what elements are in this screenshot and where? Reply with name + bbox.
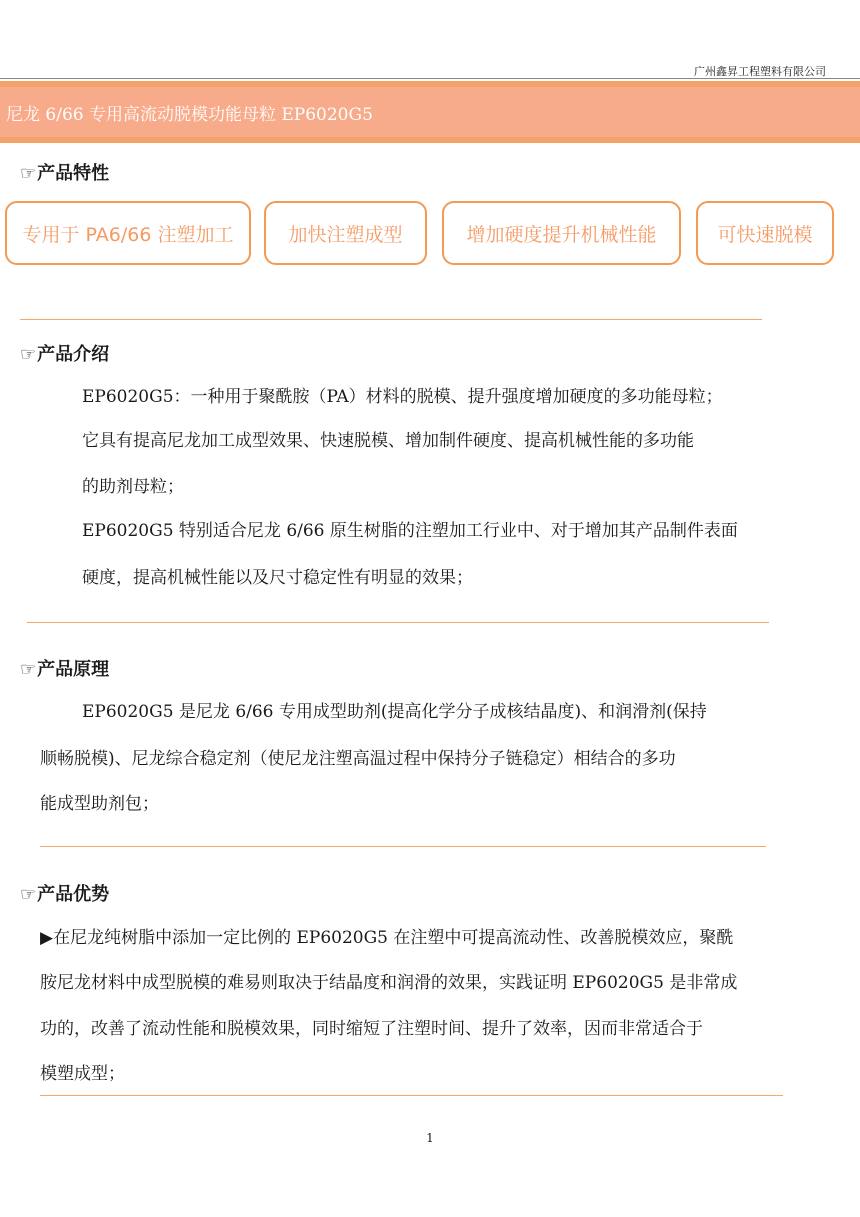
pointing-hand-icon: ☞	[20, 163, 37, 184]
paragraph-line: 硬度，提高机械性能以及尺寸稳定性有明显的效果；	[82, 568, 473, 588]
header-rule	[0, 78, 860, 79]
section-divider	[20, 319, 762, 320]
section-title: 产品优势	[37, 884, 110, 905]
section-heading-principle	[20, 655, 109, 681]
triangle-bullet-icon: ▶	[40, 928, 54, 948]
section-heading-intro	[20, 340, 109, 366]
paragraph-line: EP6020G5 特别适合尼龙 6/66 原生树脂的注塑加工行业中、对于增加其产品制件表面	[82, 521, 738, 541]
section-title: 产品特性	[37, 163, 110, 184]
title-banner	[0, 81, 860, 143]
page-number: 1	[426, 1131, 434, 1145]
pointing-hand-icon: ☞	[20, 344, 37, 365]
section-divider	[40, 846, 766, 847]
paragraph-line: EP6020G5：一种用于聚酰胺（PA）材料的脱模、提升强度增加硬度的多功能母粒；	[82, 387, 723, 407]
pointing-hand-icon: ☞	[20, 659, 37, 680]
feature-tag: 加快注塑成型	[264, 201, 427, 265]
section-title: 产品介绍	[37, 344, 110, 365]
bullet-text: 在尼龙纯树脂中添加一定比例的 EP6020G5 在注塑中可提高流动性、改善脱模效应，聚酰	[53, 928, 734, 948]
section-divider	[27, 622, 769, 623]
document-title: 尼龙 6/66 专用高流动脱模功能母粒 EP6020G5	[6, 105, 373, 125]
section-title: 产品原理	[37, 659, 110, 680]
feature-tag: 增加硬度提升机械性能	[442, 201, 681, 265]
paragraph-line	[40, 915, 733, 961]
paragraph-line: 胺尼龙材料中成型脱模的难易则取决于结晶度和润滑的效果，实践证明 EP6020G5 是非常成	[40, 973, 738, 993]
paragraph-line: 能成型助剂包；	[40, 794, 159, 814]
company-name: 广州鑫昇工程塑料有限公司	[694, 65, 826, 78]
section-heading-features	[20, 159, 109, 185]
paragraph-line: EP6020G5 是尼龙 6/66 专用成型助剂(提高化学分子成核结晶度)、和润滑剂(保持	[82, 702, 707, 722]
paragraph-line: 顺畅脱模)、尼龙综合稳定剂（使尼龙注塑高温过程中保持分子链稳定）相结合的多功	[40, 749, 676, 769]
pointing-hand-icon: ☞	[20, 884, 37, 905]
paragraph-line: 它具有提高尼龙加工成型效果、快速脱模、增加制件硬度、提高机械性能的多功能	[82, 431, 694, 451]
feature-tag: 专用于 PA6/66 注塑加工	[5, 201, 251, 265]
paragraph-line: 功的，改善了流动性能和脱模效果，同时缩短了注塑时间、提升了效率，因而非常适合于	[40, 1019, 703, 1039]
section-heading-advantages	[20, 880, 109, 906]
feature-tag: 可快速脱模	[696, 201, 834, 265]
section-divider	[40, 1095, 783, 1096]
paragraph-line: 模塑成型；	[40, 1064, 125, 1084]
paragraph-line: 的助剂母粒；	[82, 477, 184, 497]
